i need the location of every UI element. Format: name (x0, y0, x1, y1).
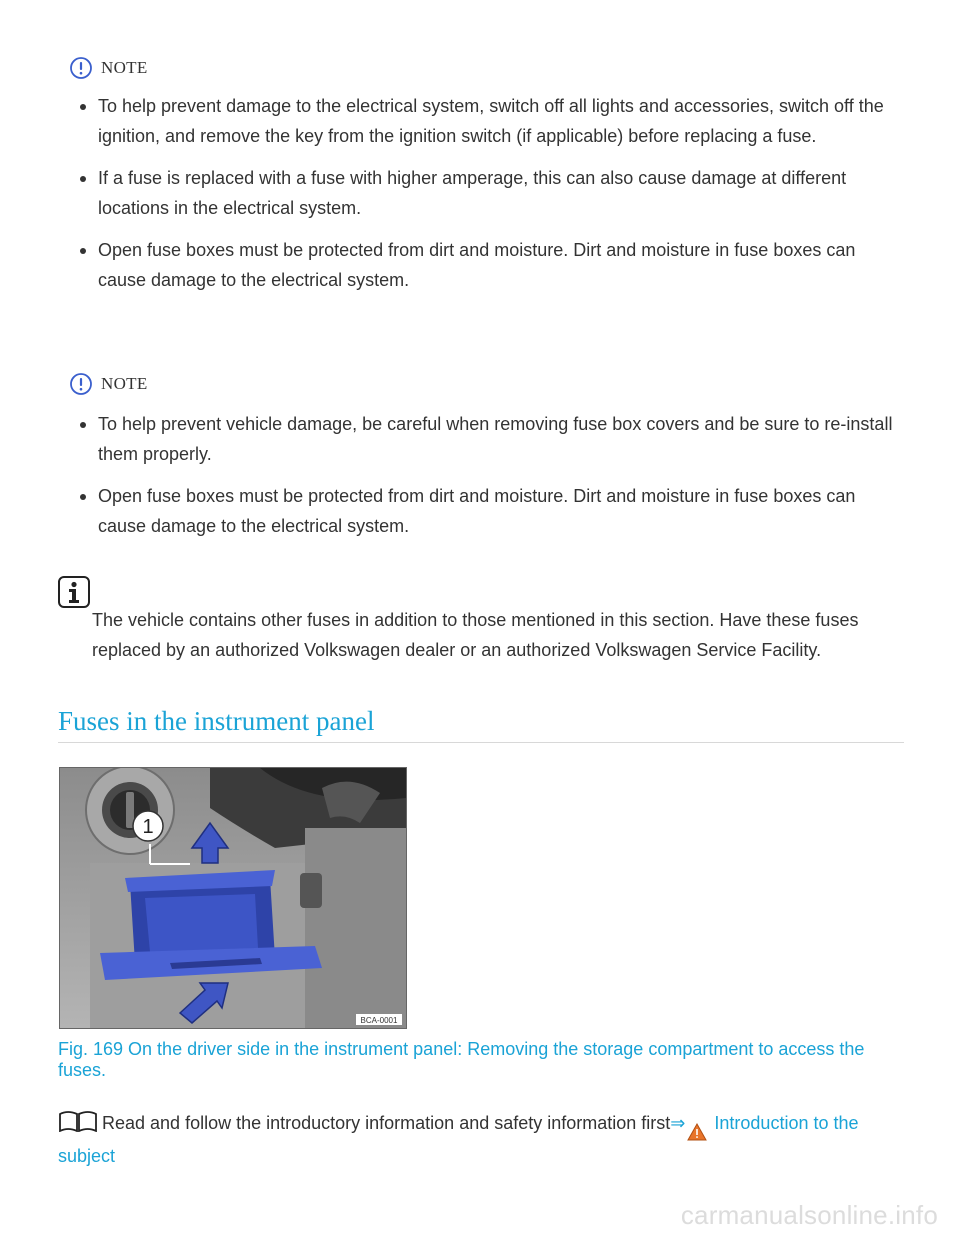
note-list (78, 91, 898, 307)
info-icon (58, 576, 90, 608)
figure-illustration (59, 767, 407, 1029)
list-item: To help prevent damage to the electrical system, switch off all lights and accessories, switch off the ignition, and remove the key from the ignition switch (if applicable) before replacing a fuse. (78, 91, 898, 151)
list-item: To help prevent vehicle damage, be careful when removing fuse box covers and be sure to re-install them properly. (78, 409, 898, 469)
section-divider (58, 742, 904, 743)
note-label: NOTE (101, 374, 148, 393)
note-label: NOTE (101, 58, 148, 77)
section-title: Fuses in the instrument panel (58, 706, 375, 736)
note-header (70, 57, 148, 79)
introduction-link[interactable]: Introduction to the subject (58, 1113, 859, 1166)
exclamation-icon (70, 373, 92, 395)
book-icon (58, 1110, 98, 1132)
list-item: If a fuse is replaced with a fuse with higher amperage, this can also cause damage at different locations in the electrical system. (78, 163, 898, 223)
warning-icon (687, 1123, 707, 1141)
figure-caption: Fig. 169 On the driver side in the instrument panel: Removing the storage compartment to access the fuses. (58, 1039, 865, 1080)
exclamation-icon (70, 57, 92, 79)
callout-number: 1 (142, 816, 154, 838)
watermark: carmanualsonline.info (680, 1200, 938, 1230)
note-header (70, 373, 148, 395)
list-item: Open fuse boxes must be protected from dirt and moisture. Dirt and moisture in fuse boxes can cause damage to the electrical system. (78, 481, 898, 541)
read-text: Read and follow the introductory information and safety information first (102, 1113, 671, 1133)
info-text: The vehicle contains other fuses in addition to those mentioned in this section. Have these fuses replaced by an authorized Volkswagen dealer or an authorized Volkswagen Service Facility. (92, 610, 859, 660)
reference-arrow: ⇒ (670, 1113, 686, 1133)
note-list (78, 409, 898, 553)
list-item: Open fuse boxes must be protected from dirt and moisture. Dirt and moisture in fuse boxes can cause damage to the electrical system. (78, 235, 898, 295)
figure-code: BCA-0001 (360, 1016, 398, 1025)
read-instruction (58, 1108, 898, 1171)
